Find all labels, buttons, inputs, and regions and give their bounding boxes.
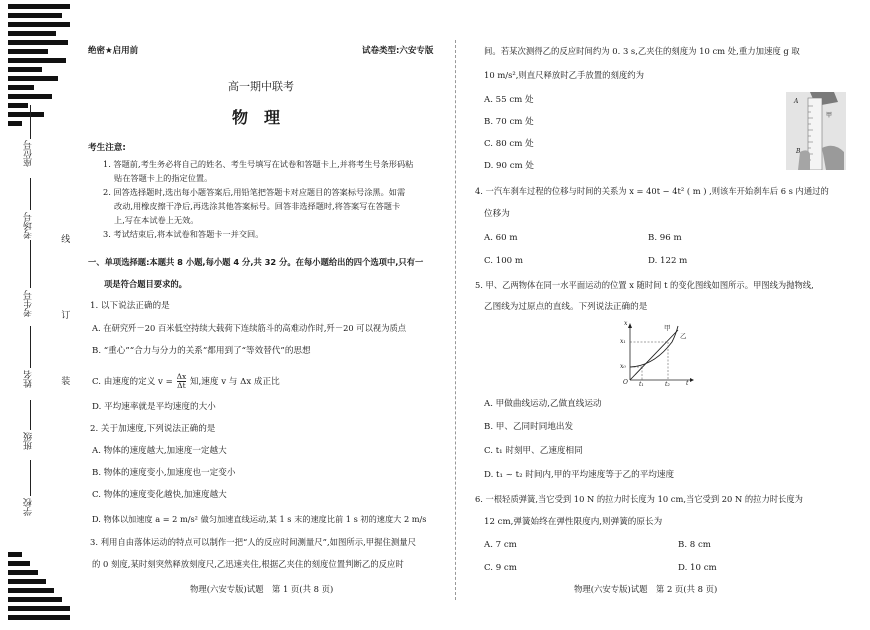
q2-option-b: B. 物体的速度变小,加速度也一定变小 — [92, 468, 236, 478]
graph-x-axis-label: t — [686, 380, 689, 387]
barcode-stripe — [8, 606, 70, 611]
ruler-label-a: A — [794, 98, 799, 105]
page-2-footer: 物理(六安专版)试题 第 2 页(共 8 页) — [574, 584, 718, 594]
q1-option-b: B. “重心”“合力与分力的关系”都用到了“等效替代”的思想 — [92, 346, 311, 356]
barcode-stripe — [8, 112, 44, 117]
q2-option-c: C. 物体的速度变化越快,加速度越大 — [92, 490, 227, 500]
q3-option-b: B. 70 cm 处 — [484, 117, 534, 127]
xt-graph — [620, 322, 694, 388]
q5-option-c: C. t₁ 时刻甲、乙速度相同 — [484, 446, 583, 456]
reaction-ruler-figure — [786, 92, 846, 170]
barcode-stripe — [8, 13, 62, 18]
binding-char-order: 订 — [59, 310, 70, 319]
q2-option-a: A. 物体的速度越大,加速度一定越大 — [92, 446, 227, 456]
q5-option-a: A. 甲做曲线运动,乙做直线运动 — [484, 399, 602, 409]
note-1a: 1. 答题前,考生务必将自己的姓名、考生号填写在试卷和答题卡上,并将考生号条形码粘 — [103, 159, 414, 169]
q1-fraction-denominator: Δt — [177, 380, 186, 390]
notes-title: 考生注意: — [88, 143, 126, 153]
graph-x0-label: x₀ — [620, 363, 626, 370]
note-2a: 2. 回答选择题时,选出每小题答案后,用铅笔把答题卡对应题目的答案标号涂黑。如需 — [103, 187, 406, 197]
q6-line-2: 12 cm,弹簧始终在弹性限度内,则弹簧的原长为 — [484, 517, 663, 527]
barcode-stripe — [8, 58, 66, 63]
section-heading-1: 一、单项选择题:本题共 8 小题,每小题 4 分,共 32 分。在每小题给出的四个选项中,只有一 — [88, 257, 424, 267]
q6-line-1: 6. 一根轻质弹簧,当它受到 10 N 的拉力时长度为 10 cm,当它受到 20 N 的拉力时长度为 — [475, 494, 803, 504]
barcode-stripe — [8, 49, 48, 54]
q6-option-a: A. 7 cm — [484, 540, 517, 550]
barcode-stripe — [8, 552, 22, 557]
q2-option-d: D. 物体以加速度 a = 2 m/s² 做匀加速直线运动,某 1 s 末的速度比前 1 s 初的速度大 2 m/s — [92, 514, 427, 524]
q5-line-1: 5. 甲、乙两物体在同一水平面运动的位置 x 随时间 t 的变化图线如图所示。甲图线为抛物线, — [475, 280, 814, 290]
graph-origin-label: O — [623, 379, 628, 386]
q3-continued-1: 间。若某次测得乙的反应时间约为 0. 3 s,乙夹住的刻度为 10 cm 处,重力加速度 g 取 — [484, 46, 800, 56]
q3-option-d: D. 90 cm 处 — [484, 161, 535, 171]
q4-option-d: D. 122 m — [648, 256, 688, 266]
note-1b: 贴在答题卡上的指定位置。 — [114, 173, 213, 183]
q4-option-c: C. 100 m — [484, 256, 524, 266]
barcode-stripe — [8, 85, 34, 90]
ruler-label-b: B — [796, 148, 801, 155]
q4-option-b: B. 96 m — [648, 233, 682, 243]
name-label: 姓名 — [24, 370, 34, 388]
note-3: 3. 考试结束后,将本试卷和答题卡一并交回。 — [103, 229, 264, 239]
graph-x1-label: x₁ — [620, 338, 626, 345]
barcode-stripe — [8, 570, 38, 575]
graph-jia-label: 甲 — [664, 324, 671, 332]
section-heading-2: 项是符合题目要求的。 — [104, 279, 187, 289]
barcode-stripe — [8, 579, 46, 584]
barcode-stripe — [8, 561, 30, 566]
q3-line-1: 3. 利用自由落体运动的特点可以制作一把“人的反应时间测量尺”,如图所示,甲握住测量尺 — [90, 537, 417, 547]
class-label: 班级 — [24, 432, 34, 450]
exam-room-label: 考场号 — [24, 212, 34, 239]
q5-option-d: D. t₁ ~ t₂ 时间内,甲的平均速度等于乙的平均速度 — [484, 470, 675, 480]
q1-fraction-numerator: Δx — [176, 372, 187, 381]
q5-line-2: 乙图线为过原点的直线。下列说法正确的是 — [484, 302, 648, 312]
barcode-stripe — [8, 40, 68, 45]
barcode-stripe — [8, 94, 52, 99]
note-2b: 改动,用橡皮擦干净后,再选涂其他答案标号。回答非选择题时,将答案写在答题卡 — [114, 201, 401, 211]
candidate-number-label: 考生号 — [24, 290, 34, 317]
barcode-stripe — [8, 22, 70, 27]
graph-yi-label: 乙 — [680, 332, 687, 340]
seat-number-label: 座位号 — [24, 140, 34, 167]
barcode-stripe — [8, 121, 22, 126]
page-1-footer: 物理(六安专版)试题 第 1 页(共 8 页) — [190, 584, 334, 594]
note-2c: 上,写在本试卷上无效。 — [114, 215, 199, 225]
ruler-label-jia: 甲 — [826, 112, 833, 119]
barcode-stripe — [8, 103, 28, 108]
binding-char-line: 线 — [59, 234, 70, 243]
barcode-stripe — [8, 597, 62, 602]
q1-option-c-suffix: 知,速度 v 与 Δx 成正比 — [189, 376, 280, 387]
graph-y-axis-label: x — [624, 320, 628, 327]
barcode-stripe — [8, 588, 54, 593]
barcode-stripe — [8, 67, 42, 72]
q3-line-2: 的 0 刻度,某时刻突然释放刻度尺,乙迅速夹住,根据乙夹住的刻度位置判断乙的反应时 — [92, 559, 404, 569]
q4-line-2: 位移为 — [484, 209, 510, 219]
q6-option-d: D. 10 cm — [678, 563, 717, 573]
q6-option-c: C. 9 cm — [484, 563, 517, 573]
q1-stem: 1. 以下说法正确的是 — [90, 301, 170, 311]
q1-option-c-prefix: C. 由速度的定义 v = — [92, 376, 173, 387]
q1-option-a: A. 在研究歼－20 百米低空持续大载荷下连续筋斗的高难动作时,歼－20 可以视为质点 — [92, 323, 407, 333]
barcode-stripe — [8, 31, 56, 36]
q1-option-c — [92, 373, 280, 390]
graph-t2-label: t₂ — [665, 381, 670, 388]
barcode-stripe — [8, 76, 58, 81]
q1-option-d: D. 平均速率就是平均速度的大小 — [92, 402, 216, 412]
page-divider — [455, 40, 456, 600]
paper-type: 试卷类型:六安专版 — [362, 46, 434, 56]
barcode-stripe — [8, 4, 70, 9]
q3-option-a: A. 55 cm 处 — [484, 95, 534, 105]
binding-char-bind: 装 — [59, 376, 70, 385]
q3-option-c: C. 80 cm 处 — [484, 139, 534, 149]
exam-title: 高一期中联考 — [228, 80, 294, 93]
q5-option-b: B. 甲、乙同时同地出发 — [484, 422, 574, 432]
school-label: 学校 — [24, 498, 34, 516]
q4-option-a: A. 60 m — [484, 233, 518, 243]
barcode-stripe — [8, 615, 70, 620]
q4-line-1: 4. 一汽车刹车过程的位移与时间的关系为 x = 40t − 4t² ( m ) ,则该车开始刹车后 6 s 内通过的 — [475, 186, 829, 196]
confidential-mark: 绝密★启用前 — [88, 46, 139, 56]
q6-option-b: B. 8 cm — [678, 540, 711, 550]
q2-stem: 2. 关于加速度,下列说法正确的是 — [90, 424, 216, 434]
subject-title: 物 理 — [232, 108, 281, 127]
graph-t1-label: t₁ — [639, 381, 644, 388]
q3-continued-2: 10 m/s²,则直尺释放时乙手放置的刻度约为 — [484, 70, 645, 80]
